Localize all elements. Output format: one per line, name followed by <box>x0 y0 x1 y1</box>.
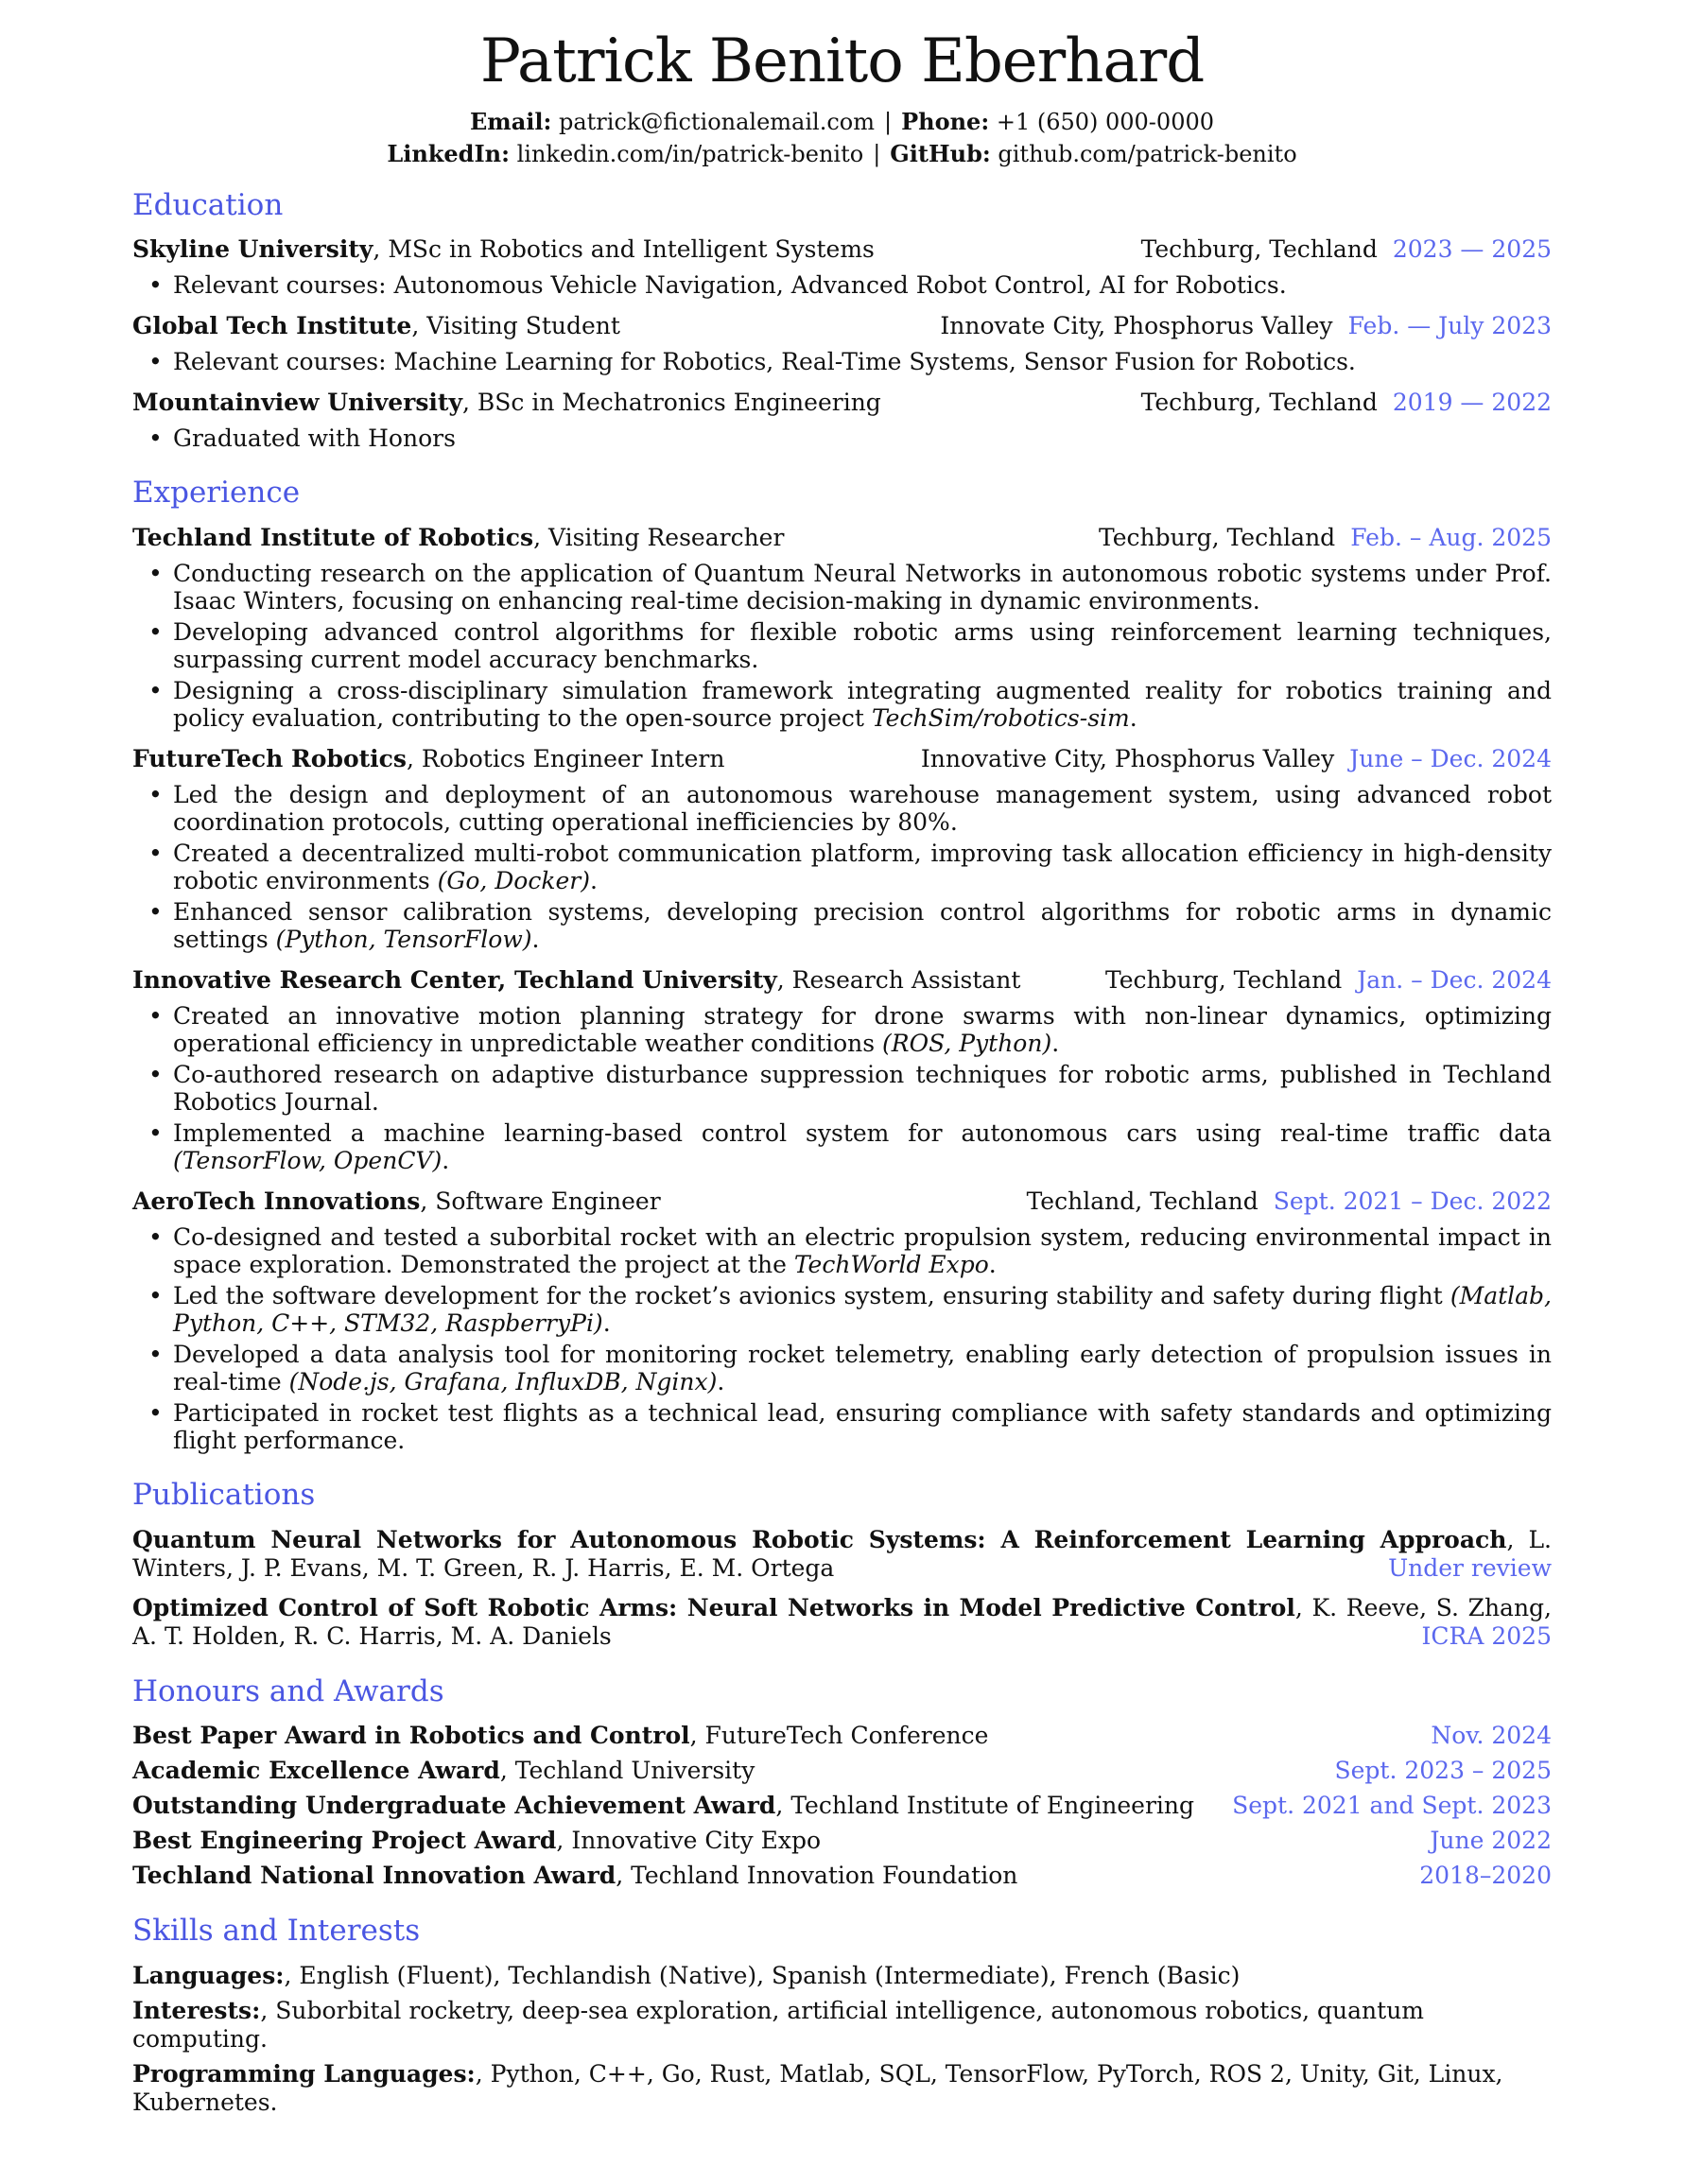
award-row <box>132 1862 1552 1890</box>
award-row <box>132 1757 1552 1785</box>
experience-entry <box>132 745 1552 953</box>
bullet-text: Designing a cross-disciplinary simulation framework integrating augmented reality for robotics training and policy evaluation, contributing to the open-source project <box>173 676 1552 732</box>
entry-role: , Robotics Engineer Intern <box>406 744 725 772</box>
entry-heading <box>132 745 724 772</box>
award-text <box>132 1792 1194 1820</box>
bullet-list <box>132 1002 1552 1174</box>
entry-role: , MSc in Robotics and Intelligent Systems <box>373 235 875 264</box>
bullet-text: Relevant courses: Autonomous Vehicle Navigation, Advanced Robot Control, AI for Robotics. <box>173 271 1287 300</box>
award-date: Sept. 2023 – 2025 <box>1334 1757 1552 1785</box>
section-title-skills: Skills and Interests <box>132 1914 421 1949</box>
award-title: Best Engineering Project Award <box>132 1827 557 1855</box>
entry-role: , Software Engineer <box>420 1187 661 1215</box>
entry-role: , Visiting Student <box>411 312 620 340</box>
skill-text: , Python, C++, Go, Rust, Matlab, SQL, TensorFlow, PyTorch, ROS 2, Unity, Git, Linux, Kubernetes. <box>132 2059 1503 2116</box>
award-date: Sept. 2021 and Sept. 2023 <box>1232 1792 1552 1820</box>
publication-title: Optimized Control of Soft Robotic Arms: Neural Networks in Model Predictive Control <box>132 1593 1295 1621</box>
linkedin-value[interactable]: linkedin.com/in/patrick-benito <box>516 140 864 167</box>
bullet-text: Created an innovative motion planning strategy for drone swarms with non-linear dynamics, optimizing operational efficiency in unpredictable weather conditions <box>173 1001 1552 1057</box>
bullet-tech: TechSim/robotics-sim <box>871 703 1130 732</box>
entry-header <box>132 745 1552 772</box>
bullet-text: Conducting research on the application of Quantum Neural Networks in autonomous robotic systems under Prof. Isaac Winters, focusing on enhancing real-time decision-making in dynamic environments. <box>173 559 1552 615</box>
bullet-item <box>173 1282 1552 1337</box>
bullet-tech: (Go, Docker) <box>437 866 591 894</box>
bullet-text: Co-authored research on adaptive disturbance suppression techniques for robotic arms, published in Techland Robotics Journal. <box>173 1060 1552 1116</box>
education-entry <box>132 235 1552 299</box>
bullet-text: Developed a data analysis tool for monitoring rocket telemetry, enabling early detection of propulsion issues in real-time <box>173 1340 1552 1395</box>
bullet-text: Created a decentralized multi-robot communication platform, improving task allocation efficiency in high-density robotic environments <box>173 839 1552 894</box>
entry-heading <box>132 312 620 339</box>
entry-org: Innovative Research Center, Techland University <box>132 965 777 994</box>
bullet-text: . <box>717 1367 725 1395</box>
bullet-list <box>132 1223 1552 1454</box>
separator-icon: | <box>884 108 893 135</box>
bullet-item <box>173 348 1552 375</box>
award-org: , Techland University <box>499 1757 755 1785</box>
bullet-tech: (Node.js, Grafana, InfluxDB, Nginx) <box>288 1367 718 1395</box>
award-title: Academic Excellence Award <box>132 1757 500 1785</box>
award-title: Outstanding Undergraduate Achievement Award <box>132 1792 776 1820</box>
entry-meta <box>1027 1187 1552 1215</box>
section-title-education: Education <box>132 187 284 222</box>
experience-entry <box>132 966 1552 1174</box>
bullet-item <box>173 1399 1552 1454</box>
entry-dates: Sept. 2021 – Dec. 2022 <box>1273 1187 1552 1215</box>
entry-meta <box>921 745 1552 772</box>
bullet-item <box>173 1061 1552 1116</box>
experience-entry <box>132 1187 1552 1454</box>
publication-title: Quantum Neural Networks for Autonomous Robotic Systems: A Reinforcement Learning Approach <box>132 1525 1507 1553</box>
bullet-text: Led the design and deployment of an autonomous warehouse management system, using advanced robot coordination protocols, cutting operational inefficiencies by 80%. <box>173 780 1552 836</box>
bullet-text: Relevant courses: Machine Learning for Robotics, Real-Time Systems, Sensor Fusion for Robotics. <box>173 348 1356 376</box>
section-publications <box>132 1479 1552 1651</box>
bullet-text: . <box>531 925 540 953</box>
publication-item <box>132 1526 1552 1583</box>
section-experience <box>132 477 1552 1454</box>
separator-icon: | <box>873 140 881 167</box>
entry-location: Innovate City, Phosphorus Valley <box>940 312 1333 340</box>
bullet-list <box>132 271 1552 299</box>
entry-dates: 2023 — 2025 <box>1392 235 1552 264</box>
bullet-item <box>173 560 1552 615</box>
publication-status: Under review <box>1375 1554 1552 1583</box>
publication-authors: , K. Reeve, S. Zhang, A. T. Holden, R. C. Harris, M. A. Daniels <box>132 1593 1552 1650</box>
entry-role: , Visiting Researcher <box>533 523 785 551</box>
entry-meta <box>1099 524 1552 551</box>
bullet-item <box>173 781 1552 836</box>
contact-line-1 <box>132 106 1552 138</box>
entry-heading <box>132 1187 661 1215</box>
entry-meta <box>1141 235 1552 263</box>
award-text <box>132 1862 1017 1890</box>
entry-org: Techland Institute of Robotics <box>132 523 534 551</box>
award-date: Nov. 2024 <box>1431 1722 1552 1750</box>
phone-label: Phone: <box>901 107 990 135</box>
entry-header <box>132 389 1552 416</box>
github-label: GitHub: <box>890 139 991 167</box>
entry-heading <box>132 389 881 416</box>
entry-org: Global Tech Institute <box>132 312 412 340</box>
bullet-item <box>173 840 1552 894</box>
linkedin-label: LinkedIn: <box>387 139 510 167</box>
email-value[interactable]: patrick@fictionalemail.com <box>558 108 875 135</box>
entry-header <box>132 235 1552 263</box>
bullet-text: Enhanced sensor calibration systems, developing precision control algorithms for robotic arms in dynamic settings <box>173 897 1552 953</box>
award-title: Techland National Innovation Award <box>132 1862 616 1890</box>
award-title: Best Paper Award in Robotics and Control <box>132 1722 690 1750</box>
entry-org: FutureTech Robotics <box>132 744 407 772</box>
entry-dates: June – Dec. 2024 <box>1349 744 1552 772</box>
section-title-honours: Honours and Awards <box>132 1673 444 1708</box>
entry-dates: Feb. — July 2023 <box>1347 312 1552 340</box>
entry-location: Techburg, Techland <box>1140 235 1378 264</box>
bullet-list <box>132 348 1552 375</box>
bullet-list <box>132 425 1552 452</box>
award-org: , FutureTech Conference <box>689 1722 989 1750</box>
entry-meta <box>1141 389 1552 416</box>
github-value[interactable]: github.com/patrick-benito <box>998 140 1297 167</box>
skill-label: Languages: <box>132 1961 285 1989</box>
award-row <box>132 1792 1552 1820</box>
bullet-text: . <box>602 1309 611 1337</box>
skill-row <box>132 1997 1552 2054</box>
entry-header <box>132 312 1552 339</box>
phone-value: +1 (650) 000-0000 <box>996 108 1214 135</box>
entry-location: Techburg, Techland <box>1105 965 1343 994</box>
education-entry <box>132 312 1552 375</box>
bullet-item <box>173 425 1552 452</box>
bullet-item <box>173 1223 1552 1278</box>
bullet-item <box>173 271 1552 299</box>
entry-location: Innovative City, Phosphorus Valley <box>920 744 1335 772</box>
bullet-text: . <box>590 866 598 894</box>
award-text <box>132 1722 988 1750</box>
bullet-text: . <box>988 1250 997 1278</box>
award-row <box>132 1722 1552 1750</box>
publication-status: ICRA 2025 <box>1409 1622 1552 1651</box>
entry-header <box>132 524 1552 551</box>
entry-org: Mountainview University <box>132 389 462 417</box>
resume-header <box>132 28 1552 170</box>
entry-location: Techburg, Techland <box>1098 523 1336 551</box>
entry-heading <box>132 524 784 551</box>
entry-role: , Research Assistant <box>776 965 1021 994</box>
experience-entry <box>132 524 1552 732</box>
section-title-experience: Experience <box>132 476 301 511</box>
bullet-item <box>173 618 1552 673</box>
skill-row <box>132 1962 1552 1990</box>
contact-line-2 <box>132 138 1552 170</box>
email-label: Email: <box>470 107 552 135</box>
bullet-tech: (Matlab, Python, C++, STM32, RaspberryPi) <box>173 1281 1552 1337</box>
entry-location: Techland, Techland <box>1026 1187 1259 1215</box>
entry-header <box>132 966 1552 994</box>
bullet-text: Graduated with Honors <box>173 425 456 453</box>
skill-text: , Suborbital rocketry, deep-sea exploration, artificial intelligence, autonomous robotics, quantum computing. <box>132 1996 1425 2053</box>
section-skills <box>132 1915 1552 2117</box>
bullet-text: . <box>1129 703 1137 732</box>
bullet-text: Developing advanced control algorithms for flexible robotic arms using reinforcement learning techniques, surpassing current model accuracy benchmarks. <box>173 617 1552 673</box>
entry-role: , BSc in Mechatronics Engineering <box>462 389 881 417</box>
publication-item <box>132 1594 1552 1651</box>
award-text <box>132 1757 755 1785</box>
entry-dates: 2019 — 2022 <box>1392 389 1552 417</box>
bullet-text: Co-designed and tested a suborbital rocket with an electric propulsion system, reducing environmental impact in space exploration. Demonstrated the project at the <box>173 1222 1552 1278</box>
entry-dates: Feb. – Aug. 2025 <box>1350 523 1552 551</box>
bullet-text: . <box>1051 1029 1060 1057</box>
skill-text: , English (Fluent), Techlandish (Native), Spanish (Intermediate), French (Basic) <box>284 1961 1241 1989</box>
bullet-list <box>132 560 1552 732</box>
entry-meta <box>1105 966 1552 994</box>
bullet-tech: (TensorFlow, OpenCV) <box>173 1146 443 1174</box>
bullet-item <box>173 898 1552 953</box>
award-text <box>132 1827 821 1855</box>
award-date: 2018–2020 <box>1419 1862 1552 1890</box>
entry-heading <box>132 966 1020 994</box>
entry-header <box>132 1187 1552 1215</box>
section-education <box>132 189 1552 453</box>
skill-label: Programming Languages: <box>132 2059 476 2088</box>
bullet-text: Led the software development for the rocket’s avionics system, ensuring stability and safety during flight <box>173 1281 1450 1309</box>
education-entry <box>132 389 1552 452</box>
entry-heading <box>132 235 875 263</box>
entry-meta <box>940 312 1552 339</box>
bullet-text: Participated in rocket test flights as a technical lead, ensuring compliance with safety standards and optimizing flight performance. <box>173 1398 1552 1454</box>
award-date: June 2022 <box>1430 1827 1552 1855</box>
bullet-item <box>173 1002 1552 1057</box>
award-org: , Innovative City Expo <box>556 1827 822 1855</box>
award-row <box>132 1827 1552 1855</box>
entry-dates: Jan. – Dec. 2024 <box>1357 965 1552 994</box>
bullet-item <box>173 677 1552 732</box>
publication-authors: , L. Winters, J. P. Evans, M. T. Green, R. J. Harris, E. M. Ortega <box>132 1525 1552 1582</box>
skill-row <box>132 2060 1552 2117</box>
bullet-item <box>173 1119 1552 1174</box>
bullet-tech: (Python, TensorFlow) <box>275 925 532 953</box>
section-honours <box>132 1675 1552 1891</box>
bullet-tech: (ROS, Python) <box>882 1029 1052 1057</box>
page-title: Patrick Benito Eberhard <box>479 26 1205 96</box>
bullet-list <box>132 781 1552 953</box>
bullet-text: . <box>442 1146 450 1174</box>
award-org: , Techland Innovation Foundation <box>616 1862 1018 1890</box>
skill-label: Interests: <box>132 1996 261 2024</box>
section-title-publications: Publications <box>132 1477 316 1512</box>
entry-org: AeroTech Innovations <box>132 1187 421 1215</box>
entry-org: Skyline University <box>132 235 373 264</box>
bullet-tech: TechWorld Expo <box>793 1250 989 1278</box>
bullet-text: Implemented a machine learning-based control system for autonomous cars using real-time traffic data <box>173 1118 1552 1147</box>
award-org: , Techland Institute of Engineering <box>775 1792 1195 1820</box>
entry-location: Techburg, Techland <box>1140 389 1378 417</box>
bullet-item <box>173 1341 1552 1395</box>
